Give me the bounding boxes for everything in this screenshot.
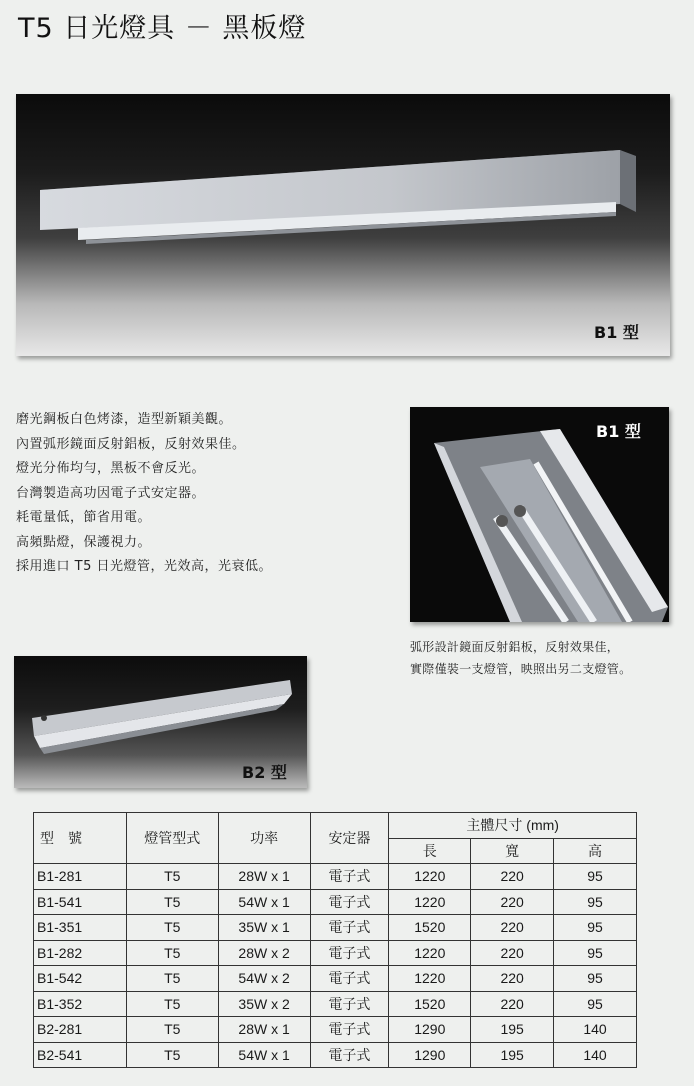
- table-row: [34, 1042, 637, 1068]
- product-photo-b2: [14, 656, 307, 788]
- feature-item: 耗電量低，節省用電。: [16, 510, 152, 525]
- cell-power: 54W x 1: [218, 889, 310, 915]
- cell-power: 28W x 1: [218, 864, 310, 890]
- cell-length: 1520: [389, 915, 471, 941]
- photo-label-b1: B1 型: [594, 323, 639, 342]
- cell-length: 1220: [389, 940, 471, 966]
- cell-length: 1220: [389, 889, 471, 915]
- header-length: 長: [389, 838, 471, 864]
- feature-item: 燈光分佈均勻，黑板不會反光。: [16, 461, 206, 476]
- closeup-caption: [410, 636, 631, 680]
- table-row: [34, 889, 637, 915]
- cell-tube: T5: [126, 1017, 218, 1043]
- header-height: 高: [554, 838, 637, 864]
- table-row: [34, 864, 637, 890]
- spec-table: [33, 812, 637, 1068]
- cell-ballast: 電子式: [310, 1017, 389, 1043]
- table-row: [34, 915, 637, 941]
- cell-ballast: 電子式: [310, 966, 389, 992]
- cell-tube: T5: [126, 966, 218, 992]
- cell-width: 220: [471, 864, 554, 890]
- cell-height: 95: [554, 889, 637, 915]
- cell-width: 220: [471, 991, 554, 1017]
- cell-ballast: 電子式: [310, 915, 389, 941]
- cell-power: 28W x 2: [218, 940, 310, 966]
- cell-height: 95: [554, 940, 637, 966]
- cell-tube: T5: [126, 991, 218, 1017]
- table-row: [34, 966, 637, 992]
- cell-height: 95: [554, 991, 637, 1017]
- feature-list: [16, 408, 272, 580]
- cell-model: B2-281: [34, 1017, 127, 1043]
- cell-length: 1290: [389, 1017, 471, 1043]
- cell-width: 220: [471, 966, 554, 992]
- cell-ballast: 電子式: [310, 889, 389, 915]
- header-ballast: 安定器: [310, 813, 389, 864]
- table-row: [34, 1017, 637, 1043]
- cell-model: B1-351: [34, 915, 127, 941]
- cell-width: 220: [471, 940, 554, 966]
- cell-power: 35W x 1: [218, 915, 310, 941]
- feature-item: 採用進口 T5 日光燈管，光效高，光衰低。: [16, 559, 272, 574]
- table-row: [34, 991, 637, 1017]
- header-width: 寬: [471, 838, 554, 864]
- cell-length: 1220: [389, 864, 471, 890]
- cell-ballast: 電子式: [310, 1042, 389, 1068]
- cell-power: 28W x 1: [218, 1017, 310, 1043]
- cell-model: B1-541: [34, 889, 127, 915]
- cell-power: 54W x 1: [218, 1042, 310, 1068]
- header-model: 型 號: [34, 813, 127, 864]
- feature-item: 磨光鋼板白色烤漆，造型新穎美觀。: [16, 412, 233, 427]
- table-row: [34, 940, 637, 966]
- photo-label-b1-side: B1 型: [596, 422, 641, 441]
- header-body-size: 主體尺寸 (mm): [389, 813, 637, 839]
- cell-tube: T5: [126, 915, 218, 941]
- cell-width: 220: [471, 915, 554, 941]
- cell-model: B1-282: [34, 940, 127, 966]
- cell-model: B2-541: [34, 1042, 127, 1068]
- cell-ballast: 電子式: [310, 864, 389, 890]
- feature-item: 台灣製造高功因電子式安定器。: [16, 485, 206, 501]
- cell-height: 95: [554, 966, 637, 992]
- cell-height: 95: [554, 915, 637, 941]
- product-photo-b1-main: [16, 94, 670, 356]
- cell-power: 54W x 2: [218, 966, 310, 992]
- cell-width: 195: [471, 1042, 554, 1068]
- cell-tube: T5: [126, 889, 218, 915]
- cell-width: 195: [471, 1017, 554, 1043]
- cell-height: 140: [554, 1042, 637, 1068]
- cell-model: B1-352: [34, 991, 127, 1017]
- cell-tube: T5: [126, 864, 218, 890]
- cell-ballast: 電子式: [310, 991, 389, 1017]
- light-fixture-b1-illustration: [16, 94, 670, 356]
- photo-label-b2: B2 型: [242, 763, 287, 782]
- cell-length: 1290: [389, 1042, 471, 1068]
- cell-ballast: 電子式: [310, 940, 389, 966]
- cell-tube: T5: [126, 940, 218, 966]
- cell-model: B1-281: [34, 864, 127, 890]
- cell-length: 1220: [389, 966, 471, 992]
- cell-height: 95: [554, 864, 637, 890]
- cell-length: 1520: [389, 991, 471, 1017]
- caption-line: 弧形設計鏡面反射鋁板，反射效果佳，: [410, 640, 620, 654]
- feature-item: 內置弧形鏡面反射鋁板，反射效果佳。: [16, 436, 246, 452]
- cell-height: 140: [554, 1017, 637, 1043]
- page-title: T5 日光燈具 － 黑板燈: [18, 13, 307, 44]
- caption-line: 實際僅裝一支燈管，映照出另二支燈管。: [410, 662, 632, 676]
- cell-power: 35W x 2: [218, 991, 310, 1017]
- header-power: 功率: [218, 813, 310, 864]
- cell-model: B1-542: [34, 966, 127, 992]
- product-photo-b1-closeup: [410, 407, 669, 622]
- cell-tube: T5: [126, 1042, 218, 1068]
- header-tube-type: 燈管型式: [126, 813, 218, 864]
- feature-item: 高頻點燈，保護視力。: [16, 534, 152, 550]
- cell-width: 220: [471, 889, 554, 915]
